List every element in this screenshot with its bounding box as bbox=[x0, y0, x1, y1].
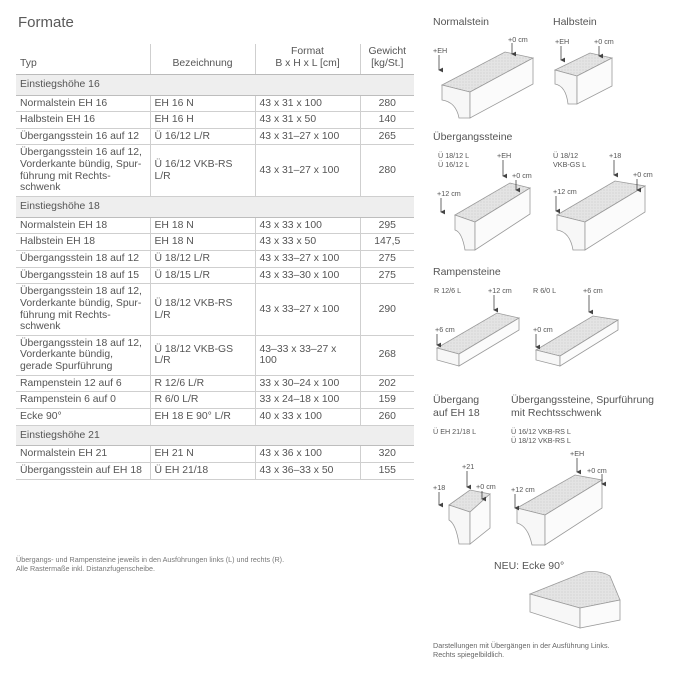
ue-eh18-title: Übergang auf EH 18 bbox=[433, 394, 480, 419]
table-row: Normalstein EH 16 EH 16 N 43 x 31 x 100 280 bbox=[16, 95, 414, 112]
halbstein-title: Halbstein bbox=[553, 16, 597, 28]
section-row: Einstiegshöhe 21 bbox=[16, 425, 414, 446]
rampensteine-title: Rampensteine bbox=[433, 266, 501, 278]
section-row: Einstiegshöhe 18 bbox=[16, 197, 414, 218]
halbstein-eh-label: +EH bbox=[555, 37, 570, 46]
r1-top-label: +12 cm bbox=[488, 286, 512, 295]
table-row: Übergangsstein 16 auf 12, Vorderkante bündig, Spur-führung mit Rechts-schwenk Ü 16/12 VKB-RS L/R 43 x 31–27 x 100 280 bbox=[16, 145, 414, 197]
ue1-right-label: +0 cm bbox=[512, 171, 532, 180]
normalstein-eh-label: +EH bbox=[433, 46, 448, 55]
header-bezeichnung: Bezeichnung bbox=[150, 44, 255, 74]
table-row: Übergangsstein 18 auf 12 Ü 18/12 L/R 43 x 33–27 x 100 275 bbox=[16, 250, 414, 267]
table-row: Übergangsstein 18 auf 12, Vorderkante bündig, gerade Spurführung Ü 18/12 VKB-GS L/R 43–33 x 33–27 x 100 268 bbox=[16, 335, 414, 375]
ue-rs-top-label: +EH bbox=[570, 449, 585, 458]
r1-code: R 12/6 L bbox=[434, 286, 462, 295]
r2-code: R 6/0 L bbox=[533, 286, 557, 295]
ue-eh18-top-label: +21 bbox=[462, 462, 475, 471]
ue-rs-drawing bbox=[515, 458, 602, 545]
halbstein-zero-label: +0 cm bbox=[594, 37, 614, 46]
r2-top-label: +6 cm bbox=[583, 286, 603, 295]
ue2-top-label: +18 bbox=[609, 151, 622, 160]
table-row: Übergangsstein auf EH 18 Ü EH 21/18 43 x 36–33 x 50 155 bbox=[16, 462, 414, 479]
normalstein-title: Normalstein bbox=[433, 16, 490, 28]
halbstein-drawing bbox=[555, 46, 612, 104]
figure-note: Darstellungen mit Übergängen in der Ausführung Links. Rechts spiegelbildlich. bbox=[433, 641, 610, 660]
ue-rs-left-label: +12 cm bbox=[511, 485, 535, 494]
ue-eh18-drawing bbox=[439, 471, 490, 544]
section-row: Einstiegshöhe 16 bbox=[16, 74, 414, 95]
ue1-codes: Ü 18/12 L Ü 16/12 L bbox=[438, 151, 470, 169]
table-row: Normalstein EH 21 EH 21 N 43 x 36 x 100 320 bbox=[16, 446, 414, 463]
ecke-title: NEU: Ecke 90° bbox=[494, 560, 565, 572]
ue1-left-label: +12 cm bbox=[437, 189, 461, 198]
table-row: Rampenstein 12 auf 6 R 12/6 L/R 33 x 30–24 x 100 202 bbox=[16, 375, 414, 392]
ue2-right-label: +0 cm bbox=[633, 170, 653, 179]
r1-drawing bbox=[437, 295, 519, 366]
table-row: Übergangsstein 16 auf 12 Ü 16/12 L/R 43 x 31–27 x 100 265 bbox=[16, 128, 414, 145]
ue-eh18-code: Ü EH 21/18 L bbox=[433, 427, 477, 436]
table-row: Rampenstein 6 auf 0 R 6/0 L/R 33 x 24–18 x 100 159 bbox=[16, 392, 414, 409]
r2-drawing bbox=[536, 295, 618, 366]
normalstein-drawing bbox=[439, 43, 533, 118]
ue2-left-label: +12 cm bbox=[553, 187, 577, 196]
r2-left-label: +0 cm bbox=[533, 325, 553, 334]
ue1-top-label: +EH bbox=[497, 151, 512, 160]
ue2-codes: Ü 18/12 VKB-GS L bbox=[553, 151, 587, 169]
r1-left-label: +6 cm bbox=[435, 325, 455, 334]
ue-eh18-right-label: +0 cm bbox=[476, 482, 496, 491]
normalstein-zero-label: +0 cm bbox=[508, 35, 528, 44]
table-row: Normalstein EH 18 EH 18 N 43 x 33 x 100 295 bbox=[16, 217, 414, 234]
ue-rs-title: Übergangssteine, Spurführung mit Rechtsschwenk bbox=[511, 394, 655, 419]
table-row: Übergangsstein 18 auf 15 Ü 18/15 L/R 43 x 33–30 x 100 275 bbox=[16, 267, 414, 284]
header-format: Format B x H x L [cm] bbox=[255, 44, 360, 74]
ecke-drawing bbox=[530, 572, 620, 629]
header-typ: Typ bbox=[16, 44, 150, 74]
table-footnote: Übergangs- und Rampensteine jeweils in den Ausführungen links (L) und rechts (R). Alle Rastermaße inkl. Distanzfugenscheibe. bbox=[16, 555, 285, 574]
ue-eh18-left-label: +18 bbox=[433, 483, 446, 492]
ue2-drawing bbox=[556, 160, 645, 250]
uebergangssteine-title: Übergangssteine bbox=[433, 131, 513, 143]
header-gewicht: Gewicht [kg/St.] bbox=[360, 44, 414, 74]
ue1-drawing bbox=[441, 160, 530, 250]
page-title: Formate bbox=[18, 14, 74, 31]
table-row: Ecke 90° EH 18 E 90° L/R 40 x 33 x 100 260 bbox=[16, 409, 414, 426]
ue-rs-codes: Ü 16/12 VKB-RS L Ü 18/12 VKB-RS L bbox=[511, 427, 571, 445]
table-row: Halbstein EH 16 EH 16 H 43 x 31 x 50 140 bbox=[16, 112, 414, 129]
table-row: Übergangsstein 18 auf 12, Vorderkante bündig, Spur-führung mit Rechts-schwenk Ü 18/12 VKB-RS L/R 43 x 33–27 x 100 290 bbox=[16, 284, 414, 336]
ue-rs-right-label: +0 cm bbox=[587, 466, 607, 475]
table-row: Halbstein EH 18 EH 18 N 43 x 33 x 50 147,5 bbox=[16, 234, 414, 251]
